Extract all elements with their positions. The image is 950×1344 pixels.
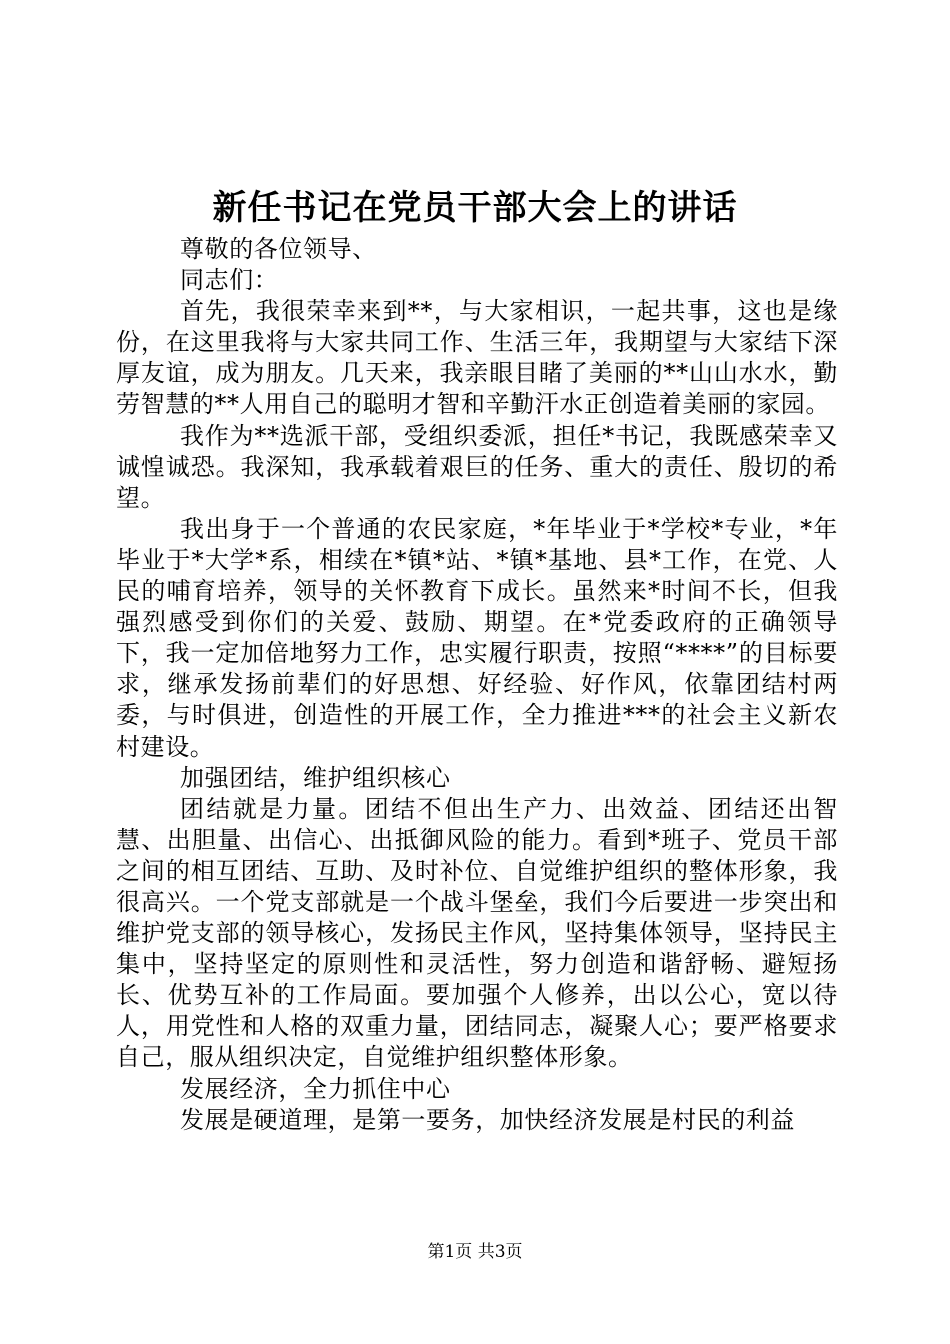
paragraph-intro: 首先，我很荣幸来到**，与大家相识，一起共事，这也是缘份，在这里我将与大家共同工作、生活三年，我期望与大家结下深厚友谊，成为朋友。几天来，我亲眼目睹了美丽的**山山水水，勤劳智慧的**人用自己的聪明才智和辛勤汗水正创造着美丽的家园。 [116,297,838,419]
document-body [116,234,838,1136]
paragraph-unity: 团结就是力量。团结不但出生产力、出效益、团结还出智慧、出胆量、出信心、出抵御风险的能力。看到*班子、党员干部之间的相互团结、互助、及时补位、自觉维护组织的整体形象，我很高兴。一个党支部就是一个战斗堡垒，我们今后要进一步突出和维护党支部的领导核心，发扬民主作风，坚持集体领导，坚持民主集中，坚持坚定的原则性和灵活性，努力创造和谐舒畅、避短扬长、优势互补的工作局面。要加强个人修养，出以公心，宽以待人，用党性和人格的双重力量，团结同志，凝聚人心；要严格要求自己，服从组织决定，自觉维护组织整体形象。 [116,794,838,1072]
salutation-line-2: 同志们： [180,266,279,295]
salutation-line-1: 尊敬的各位领导、 [180,235,377,263]
document-title: 新任书记在党员干部大会上的讲话 [212,188,738,228]
section-heading-unity: 加强团结，维护组织核心 [180,763,451,792]
section-heading-economy: 发展经济，全力抓住中心 [180,1074,451,1103]
paragraph-appointment: 我作为**选派干部，受组织委派，担任*书记，我既感荣幸又诚惶诚恐。我深知，我承载着艰巨的任务、重大的责任、殷切的希望。 [116,421,838,512]
paragraph-economy: 发展是硬道理，是第一要务，加快经济发展是村民的利益 [180,1105,795,1134]
paragraph-background: 我出身于一个普通的农民家庭，*年毕业于*学校*专业，*年毕业于*大学*系，相续在*镇*站、*镇*基地、县*工作，在党、人民的哺育培养，领导的关怀教育下成长。虽然来*时间不长，但我强烈感受到你们的关爱、鼓励、期望。在*党委政府的正确领导下，我一定加倍地努力工作，忠实履行职责，按照“****”的目标要求，继承发扬前辈们的好思想、好经验、好作风，依靠团结村两委，与时俱进，创造性的开展工作，全力推进***的社会主义新农村建设。 [116,514,838,761]
page-number-footer: 第1页 共3页 [427,1242,523,1262]
